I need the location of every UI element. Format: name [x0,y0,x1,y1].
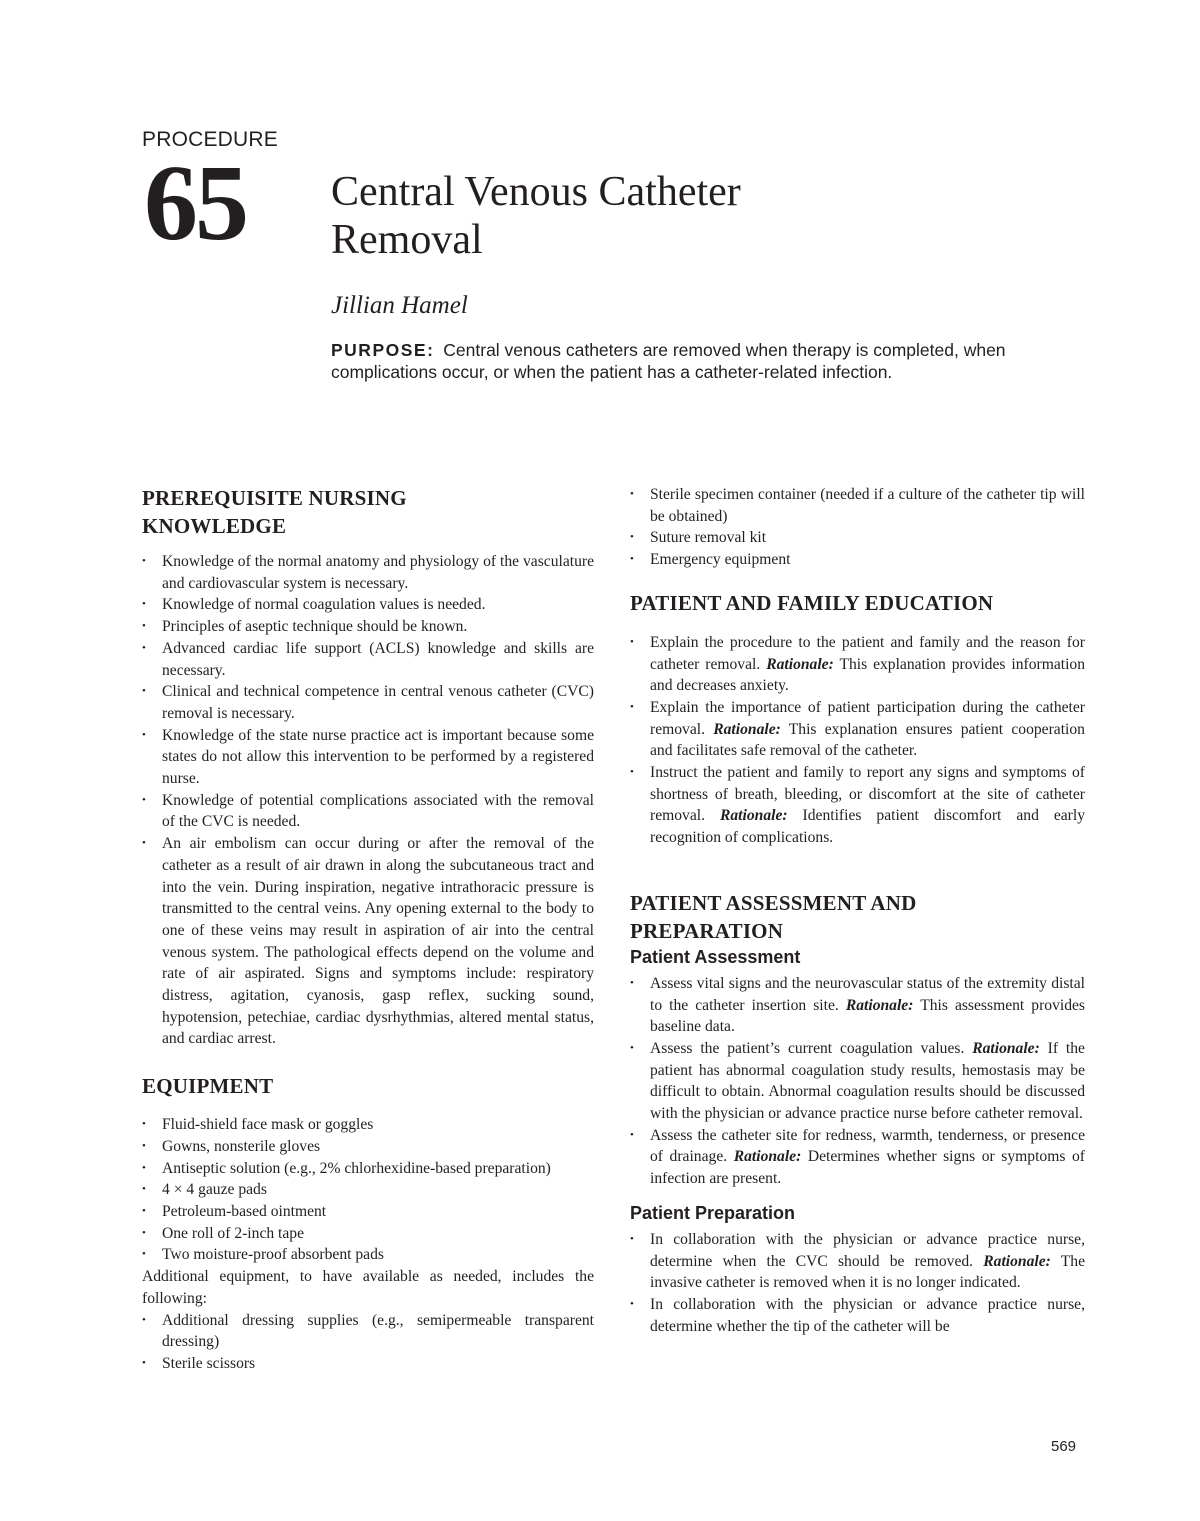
purpose-statement [331,339,1031,383]
patient-assessment-heading: Patient Assessment [630,946,801,967]
list-item: • Antiseptic solution (e.g., 2% chlorhexidine-based preparation) [142,1158,594,1180]
list-item: • Fluid-shield face mask or goggles [142,1114,594,1136]
rationale-label: Rationale: [766,655,834,673]
list-item: • Knowledge of the state nurse practice act is important because some states do not allow this intervention to be performed by a registered nurse. [142,725,594,790]
list-item: • Emergency equipment [630,549,1085,571]
list-item: • Knowledge of potential complications associated with the removal of the CVC is needed. [142,790,594,833]
list-item: • Suture removal kit [630,527,1085,549]
education-list [630,632,1085,849]
education-heading: PATIENT AND FAMILY EDUCATION [630,590,994,615]
equipment-heading: EQUIPMENT [142,1074,274,1099]
list-item: • Petroleum-based ointment [142,1201,594,1223]
assessment-heading-line-1: PATIENT ASSESSMENT AND [630,890,917,915]
prerequisite-heading-line-2: KNOWLEDGE [142,514,287,538]
assessment-heading-line-2: PREPARATION [630,918,784,943]
list-item: • Sterile scissors [142,1353,594,1375]
title-line-2: Removal [331,217,483,263]
list-item: • 4 × 4 gauze pads [142,1179,594,1201]
list-item: • Two moisture-proof absorbent pads [142,1244,594,1266]
list-item: • Sterile specimen container (needed if a culture of the catheter tip will be obtained) [630,484,1085,527]
list-item: • Assess the catheter site for redness, warmth, tenderness, or presence of drainage. Rationale: Determines whether signs or symptoms of infection are present. [630,1125,1085,1190]
rationale-label: Rationale: [972,1039,1040,1057]
author-name: Jillian Hamel [331,292,468,319]
assessment-list [630,973,1085,1190]
equipment-list [142,1114,594,1266]
rationale-label: Rationale: [845,996,914,1014]
list-item: • Clinical and technical competence in central venous catheter (CVC) removal is necessary. [142,681,594,724]
list-item: • One roll of 2-inch tape [142,1223,594,1245]
list-item: • An air embolism can occur during or after the removal of the catheter as a result of air drawn in along the subcutaneous tract and into the vein. During inspiration, negative intrathoracic pressure is transmitted to the central veins. Any opening external to the body to one of these veins may result in aspiration of air into the central venous system. The pathological effects depend on the volume and rate of air aspirated. Signs and symptoms include: respiratory distress, agitation, cyanosis, gasp reflex, sucking sound, hypotension, petechiae, cardiac dysrhythmias, altered mental status, and cardiac arrest. [142,833,594,1050]
procedure-number: 65 [144,144,246,263]
rationale-label: Rationale: [713,720,781,738]
right-column [630,484,1085,1337]
additional-equipment-intro: Additional equipment, to have available as needed, includes the following: [142,1268,594,1307]
title-line-1: Central Venous Catheter [331,169,741,215]
list-item: • Explain the importance of patient participation during the catheter removal. Rationale: This explanation ensures patient cooperation and facilitates safe removal of the catheter. [630,697,1085,762]
additional-equipment-list [142,1310,594,1375]
list-item: • Knowledge of the normal anatomy and physiology of the vasculature and cardiovascular system is necessary. [142,551,594,594]
list-item: • Gowns, nonsterile gloves [142,1136,594,1158]
purpose-text: Central venous catheters are removed when therapy is completed, when complications occur, or when the patient has a catheter-related infection. [331,340,1006,382]
preparation-list [630,1229,1085,1338]
patient-preparation-heading: Patient Preparation [630,1202,796,1223]
list-item: • Principles of aseptic technique should be known. [142,616,594,638]
page-title [331,168,741,264]
list-item: • In collaboration with the physician or advance practice nurse, determine when the CVC should be removed. Rationale: The invasive catheter is removed when it is no longer indicated. [630,1229,1085,1294]
prerequisite-heading [142,484,594,540]
page-number: 569 [1051,1438,1077,1455]
additional-equipment-list-continued [630,484,1085,571]
list-item: • Advanced cardiac life support (ACLS) knowledge and skills are necessary. [142,638,594,681]
procedure-label: PROCEDURE [142,128,278,151]
rationale-label: Rationale: [719,807,788,825]
rationale-label: Rationale: [733,1148,802,1166]
prerequisite-heading-line-1: PREREQUISITE NURSING [142,486,407,510]
list-item: • Instruct the patient and family to report any signs and symptoms of shortness of breath, bleeding, or discomfort at the site of catheter removal. Rationale: Identifies patient discomfort and early recognition of complications. [630,762,1085,849]
assessment-preparation-heading [630,889,1085,945]
list-item: • In collaboration with the physician or advance practice nurse, determine whether the tip of the catheter will be [630,1294,1085,1337]
list-item: • Knowledge of normal coagulation values is needed. [142,594,594,616]
left-column [142,484,594,1375]
purpose-label: PURPOSE: [331,340,435,360]
prerequisite-list [142,551,594,1050]
list-item: • Assess the patient’s current coagulation values. Rationale: If the patient has abnormal coagulation study results, hemostasis may be difficult to obtain. Abnormal coagulation results should be discussed with the physician or advance practice nurse before catheter removal. [630,1038,1085,1125]
rationale-label: Rationale: [983,1252,1051,1270]
list-item: • Assess vital signs and the neurovascular status of the extremity distal to the catheter insertion site. Rationale: This assessment provides baseline data. [630,973,1085,1038]
list-item: • Explain the procedure to the patient and family and the reason for catheter removal. Rationale: This explanation provides information and decreases anxiety. [630,632,1085,697]
list-item: • Additional dressing supplies (e.g., semipermeable transparent dressing) [142,1310,594,1353]
